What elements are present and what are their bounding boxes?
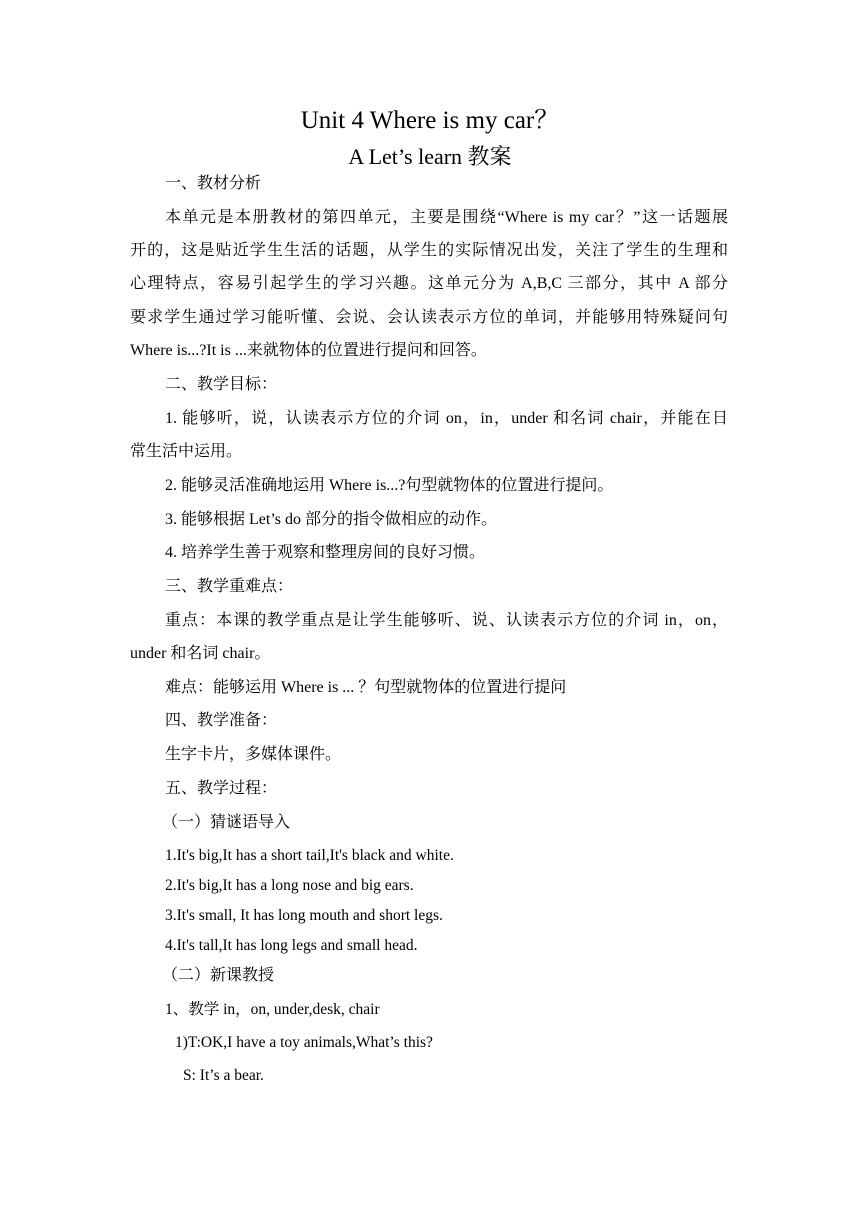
paragraph-line: 要求学生通过学习能听懂、会说、会认读表示方位的单词，并能够用特殊疑问句 — [130, 309, 728, 326]
paragraph-line: Where is...?It is ...来就物体的位置进行提问和回答。 — [130, 342, 487, 359]
riddle-line: 4.It's tall,It has long legs and small head. — [165, 937, 418, 954]
paragraph-line: 常生活中运用。 — [130, 443, 243, 460]
paragraph-line: 心理特点，容易引起学生的学习兴趣。这单元分为 A,B,C 三部分，其中 A 部分 — [130, 275, 728, 292]
section-heading: 四、教学准备： — [165, 712, 278, 729]
subsection-heading: （一）猜谜语导入 — [162, 814, 291, 831]
riddle-line: 1.It's big,It has a short tail,It's black and white. — [165, 847, 454, 864]
dialogue-line: 1)T:OK,I have a toy animals,What’s this? — [175, 1034, 433, 1051]
paragraph-line: 1、教学 in，on, under,desk, chair — [165, 1001, 380, 1018]
document-subtitle: A Let’s learn 教案 — [348, 144, 512, 169]
subsection-heading: （二）新课教授 — [162, 967, 275, 984]
section-heading: 五、教学过程： — [165, 780, 278, 797]
dialogue-line: S: It’s a bear. — [183, 1067, 264, 1084]
riddle-line: 3.It's small, It has long mouth and short legs. — [165, 907, 443, 924]
riddle-line: 2.It's big,It has a long nose and big ears. — [165, 877, 414, 894]
paragraph-line: 生字卡片，多媒体课件。 — [165, 746, 342, 763]
paragraph-line: 本单元是本册教材的第四单元，主要是围绕“Where is my car？”这一话题展 — [165, 209, 728, 226]
paragraph-line: under 和名词 chair。 — [130, 645, 271, 662]
paragraph-line: 开的，这是贴近学生生活的话题，从学生的实际情况出发，关注了学生的生理和 — [130, 242, 728, 259]
section-heading: 三、教学重难点： — [165, 578, 294, 595]
section-heading: 二、教学目标： — [165, 376, 278, 393]
section-heading: 一、教材分析 — [165, 175, 262, 192]
document-title: Unit 4 Where is my car？ — [300, 107, 560, 134]
paragraph-line: 难点：能够运用 Where is ... ？句型就物体的位置进行提问 — [165, 679, 567, 696]
paragraph-line: 4. 培养学生善于观察和整理房间的良好习惯。 — [165, 544, 486, 561]
paragraph-line: 重点：本课的教学重点是让学生能够听、说、认读表示方位的介词 in，on， — [165, 612, 728, 629]
paragraph-line: 1. 能够听，说，认读表示方位的介词 on，in，under 和名词 chair，并能在日 — [165, 410, 728, 427]
paragraph-line: 3. 能够根据 Let’s do 部分的指令做相应的动作。 — [165, 511, 497, 528]
paragraph-line: 2. 能够灵活准确地运用 Where is...?句型就物体的位置进行提问。 — [165, 477, 614, 494]
